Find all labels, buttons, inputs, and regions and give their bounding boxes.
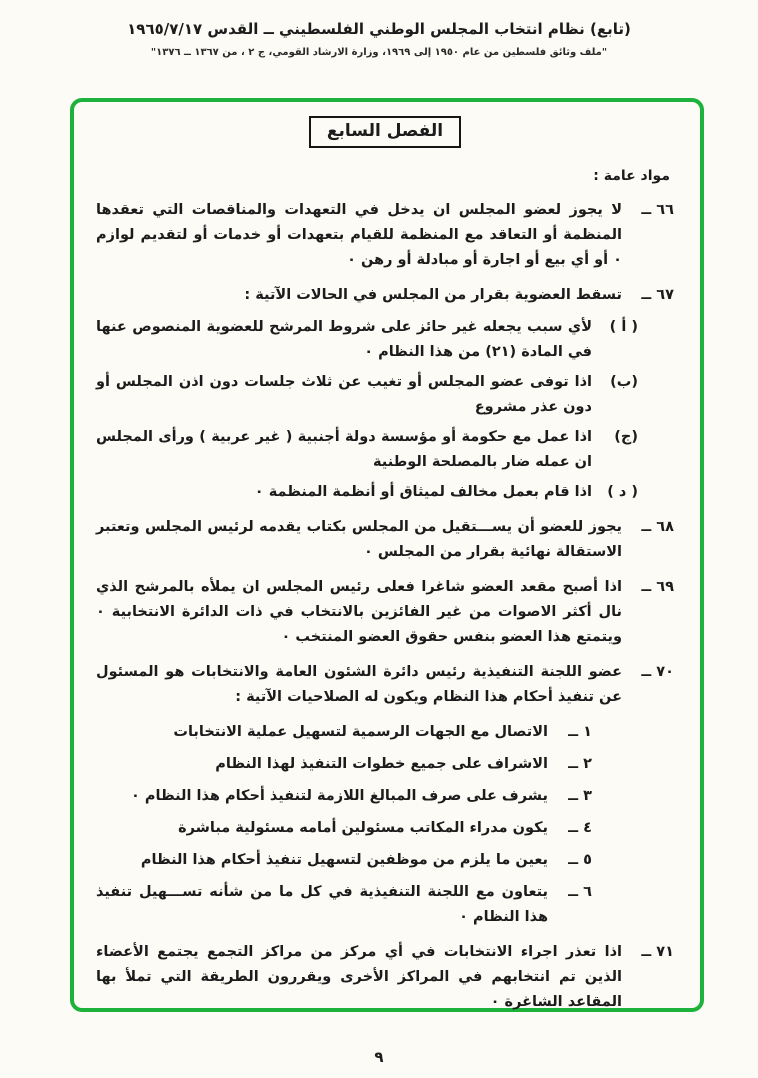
article-text: عضو اللجنة التنفيذية رئيس دائرة الشئون العامة والانتخابات هو المسئول عن تنفيذ أحكام هذا النظام ويكون له الصلاحيات الآتية : bbox=[96, 664, 622, 705]
article-70 bbox=[96, 660, 674, 930]
item-number: ٤ ــ bbox=[568, 820, 592, 836]
chapter-title: الفصل السابع bbox=[326, 121, 444, 141]
article-text: لا يجوز لعضو المجلس ان يدخل في التعهدات والمناقصات التي تعقدها المنظمة أو التعاقد مع المنظمة للقيام بتعهدات أو خدمات أو لتقديم لوازم ٠ أو أي بيع أو اجارة أو مبادلة أو رهن ٠ bbox=[96, 202, 622, 268]
subitem-c bbox=[96, 425, 638, 475]
subitem-label: (ب) bbox=[610, 374, 638, 390]
subitem-text: اذا قام بعمل مخالف لميثاق أو أنظمة المنظمة ٠ bbox=[254, 484, 592, 500]
page-number: ٩ bbox=[374, 1048, 384, 1066]
subitem-label: ( أ ) bbox=[609, 319, 638, 335]
article-68 bbox=[96, 515, 674, 565]
content-frame bbox=[70, 98, 704, 1012]
subitem-text: اذا عمل مع حكومة أو مؤسسة دولة أجنبية ( غير عربية ) ورأى المجلس ان عمله ضار بالمصلحة الوطنية bbox=[96, 429, 592, 470]
article-66 bbox=[96, 198, 674, 273]
article-text: اذا أصبح مقعد العضو شاغرا فعلى رئيس المجلس ان يملأه بالمرشح الذي نال أكثر الاصوات من غير الفائزين بالانتخاب في ذات الدائرة الانتخابية ٠ ويتمتع هذا العضو بنفس حقوق العضو المنتخب ٠ bbox=[96, 579, 622, 645]
item-number: ٢ ــ bbox=[568, 756, 592, 772]
item-number: ١ ــ bbox=[568, 724, 592, 740]
subitem-text: اذا توفى عضو المجلس أو تغيب عن ثلاث جلسات دون اذن المجلس أو دون عذر مشروع bbox=[96, 374, 592, 415]
article-number: ٦٦ ــ bbox=[641, 202, 674, 218]
article-67 bbox=[96, 283, 674, 505]
item-text: يكون مدراء المكاتب مسئولين أمامه مسئولية مباشرة bbox=[178, 820, 548, 836]
article-number: ٧٠ ــ bbox=[641, 664, 674, 680]
numbered-item-5 bbox=[96, 848, 592, 873]
article-71 bbox=[96, 940, 674, 1015]
article-number: ٧١ ــ bbox=[641, 944, 674, 960]
document-header bbox=[0, 0, 758, 58]
article-text: تسقط العضوية بقرار من المجلس في الحالات الآتية : bbox=[244, 287, 622, 303]
subitem-a bbox=[96, 315, 638, 365]
subitem-text: لأي سبب يجعله غير حائز على شروط المرشح للعضوية المنصوص عنها في المادة (٢١) من هذا النظام ٠ bbox=[96, 319, 592, 360]
item-number: ٣ ــ bbox=[568, 788, 592, 804]
item-text: الاشراف على جميع خطوات التنفيذ لهذا النظام bbox=[215, 756, 548, 772]
article-text: اذا تعذر اجراء الانتخابات في أي مركز من مراكز التجمع يجتمع الأعضاء الذين تم انتخابهم في المراكز الأخرى ويقررون الطريقة التي تملأ بها المقاعد الشاغرة ٠ bbox=[96, 944, 622, 1010]
article-number: ٦٧ ــ bbox=[641, 287, 674, 303]
item-text: يعين ما يلزم من موظفين لتسهيل تنفيذ أحكام هذا النظام bbox=[140, 852, 548, 868]
numbered-item-6 bbox=[96, 880, 592, 930]
subitem-d bbox=[96, 480, 638, 505]
article-number: ٦٩ ــ bbox=[641, 579, 674, 595]
article-67-subitems bbox=[96, 315, 638, 505]
numbered-item-2 bbox=[96, 752, 592, 777]
subitem-b bbox=[96, 370, 638, 420]
subitem-label: (ج) bbox=[614, 429, 638, 445]
article-number: ٦٨ ــ bbox=[641, 519, 674, 535]
item-text: الاتصال مع الجهات الرسمية لتسهيل عملية الانتخابات bbox=[173, 724, 548, 740]
chapter-title-box bbox=[309, 116, 461, 148]
document-subtitle: "ملف وثائق فلسطين من عام ١٩٥٠ إلى ١٩٦٩، وزارة الارشاد القومي، ج ٢ ، من ١٣٦٧ ــ ١٣٧٦" bbox=[150, 47, 608, 58]
section-label: مواد عامة : bbox=[593, 168, 670, 184]
subitem-label: ( د ) bbox=[607, 484, 638, 500]
numbered-item-1 bbox=[96, 720, 592, 745]
numbered-item-4 bbox=[96, 816, 592, 841]
item-number: ٥ ــ bbox=[568, 852, 592, 868]
numbered-item-3 bbox=[96, 784, 592, 809]
item-number: ٦ ــ bbox=[568, 884, 592, 900]
article-70-items bbox=[96, 720, 592, 930]
article-text: يجوز للعضو أن يســـتقيل من المجلس بكتاب يقدمه لرئيس المجلس وتعتبر الاستقالة نهائية بقرار من المجلس ٠ bbox=[96, 519, 622, 560]
item-text: يتعاون مع اللجنة التنفيذية في كل ما من شأنه تســـهيل تنفيذ هذا النظام ٠ bbox=[96, 884, 548, 925]
item-text: يشرف على صرف المبالغ اللازمة لتنفيذ أحكام هذا النظام ٠ bbox=[131, 788, 548, 804]
article-69 bbox=[96, 575, 674, 650]
document-title: (تابع) نظام انتخاب المجلس الوطني الفلسطيني ــ القدس ١٩٦٥/٧/١٧ bbox=[127, 20, 631, 38]
